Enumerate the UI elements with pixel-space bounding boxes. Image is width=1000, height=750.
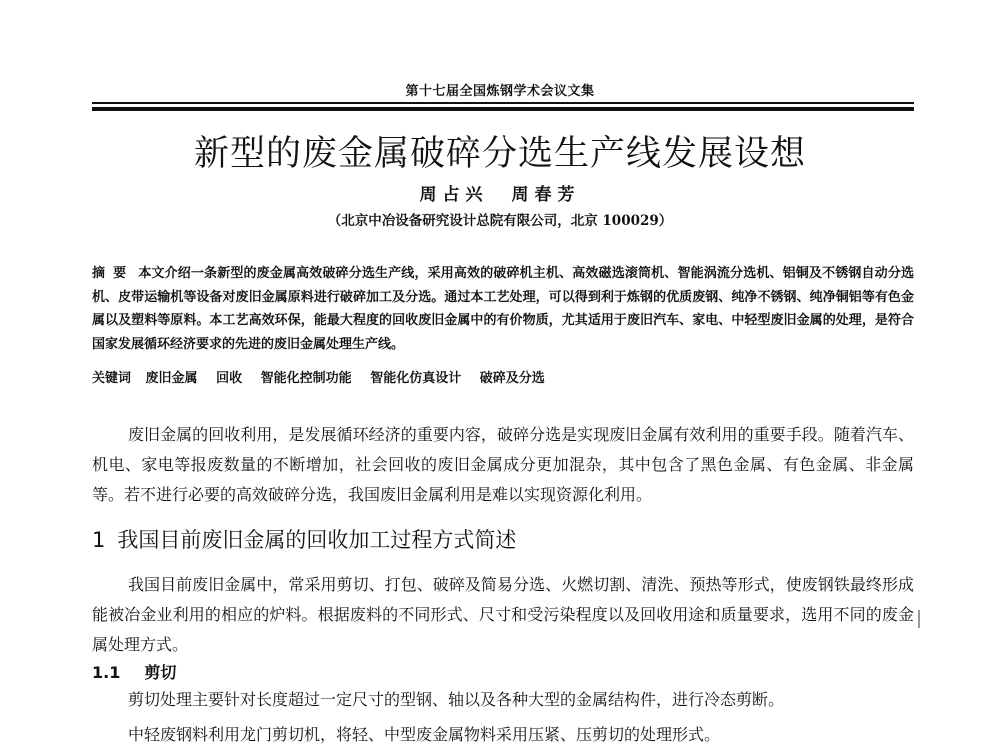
section-1-heading	[92, 524, 516, 554]
keyword-item: 智能化仿真设计	[370, 371, 462, 386]
paper-affiliation: （北京中冶设备研究设计总院有限公司，北京 100029）	[327, 213, 673, 229]
header-rule-thin	[92, 102, 914, 104]
section-1-1-title: 剪切	[144, 663, 177, 682]
paper-title: 新型的废金属破碎分选生产线发展设想	[193, 134, 806, 174]
section-1-1-paragraph: 剪切处理主要针对长度超过一定尺寸的型钢、轴以及各种大型的金属结构件，进行冷态剪断。	[128, 690, 785, 709]
paper-authors: 周占兴 周春芳	[419, 185, 581, 205]
keyword-item: 破碎及分选	[479, 371, 545, 386]
abstract-text: 本文介绍一条新型的废金属高效破碎分选生产线，采用高效的破碎机主机、高效磁选滚筒机、智能涡流分选机、铝铜及不锈钢自动分选机、皮带运输机等设备对废旧金属原料进行破碎加工及分选。通过本工艺处理，可以得到利于炼钢的优质废钢、纯净不锈钢、纯净铜铝等有色金属以及塑料等原料。本工艺高效环保，能最大程度的回收废旧金属中的有价物质，尤其适用于废旧汽车、家电、中轻型废旧金属的处理，是符合国家发展循环经济要求的先进的废旧金属处理生产线。	[92, 266, 914, 352]
section-1-1-number: 1.1	[92, 663, 121, 682]
intro-paragraph: 废旧金属的回收利用，是发展循环经济的重要内容，破碎分选是实现废旧金属有效利用的重要手段。随着汽车、机电、家电等报废数量的不断增加，社会回收的废旧金属成分更加混杂，其中包含了黑色金属、有色金属、非金属等。若不进行必要的高效破碎分选，我国废旧金属利用是难以实现资源化利用。	[92, 425, 914, 504]
section-1-number: 1	[92, 528, 106, 552]
section-1-title: 我国目前废旧金属的回收加工过程方式简述	[117, 528, 517, 552]
keyword-item: 回收	[216, 371, 243, 386]
keyword-item: 废旧金属	[145, 371, 198, 386]
scan-artifact	[918, 610, 920, 628]
keywords-label: 关键词	[92, 371, 132, 386]
section-1-paragraph: 我国目前废旧金属中，常采用剪切、打包、破碎及简易分选、火燃切割、清洗、预热等形式，使废钢铁最终形成能被冶金业利用的相应的炉料。根据废料的不同形式、尺寸和受污染程度以及回收用途和质量要求，选用不同的废金属处理方式。	[92, 575, 914, 654]
abstract-label: 摘要	[92, 266, 135, 281]
running-header: 第十七届全国炼钢学术会议文集	[405, 84, 595, 99]
keyword-item: 智能化控制功能	[260, 371, 352, 386]
header-rule-thick	[92, 107, 914, 111]
keywords	[92, 369, 914, 389]
cutoff-text-line: 中轻废钢料利用龙门剪切机，将轻、中型废金属物料采用压紧、压剪切的处理形式。	[128, 725, 721, 744]
section-1-1-heading	[92, 660, 176, 683]
abstract	[92, 262, 914, 356]
